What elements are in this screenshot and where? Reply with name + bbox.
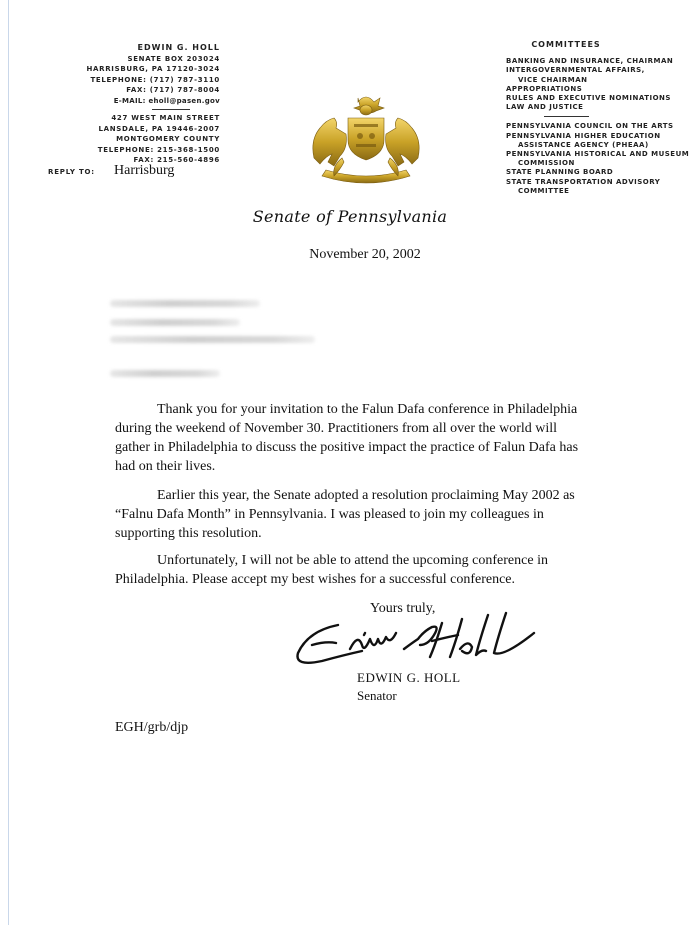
district-line: 427 WEST MAIN STREET [111,114,220,122]
signer-name: EDWIN G. HOLL [357,670,461,685]
letter-date: November 20, 2002 [309,247,421,262]
redacted-address-line [110,370,220,377]
committee-item: LAW AND JUSTICE [506,103,584,112]
committee-item: INTERGOVERNMENTAL AFFAIRS, [506,66,645,75]
redacted-address-line [110,319,240,326]
district-line: TELEPHONE: 215-368-1500 [97,145,220,154]
letter-paragraph [115,551,580,589]
committee-item: STATE TRANSPORTATION ADVISORY [506,177,661,186]
committee-item: COMMITTEE [518,186,570,195]
committee-item: COMMISSION [518,159,575,168]
committee-item: RULES AND EXECUTIVE NOMINATIONS [506,94,671,103]
capitol-line: TELEPHONE: (717) 787-3110 [90,75,220,84]
district-line: FAX: 215-560-4896 [133,156,220,164]
reply-to-value: Harrisburg [114,163,175,178]
page-edge-line [8,0,9,925]
capitol-line: SENATE BOX 203024 [127,54,220,63]
capitol-line: FAX: (717) 787-8004 [126,86,220,94]
committee-group [506,57,696,112]
signer-block [357,669,461,705]
committee-group [506,122,696,196]
district-line: MONTGOMERY COUNTY [116,135,220,143]
sender-email: E-MAIL: eholl@pasen.gov [113,96,220,105]
committee-item: PENNSYLVANIA HIGHER EDUCATION [506,131,661,140]
pennsylvania-coat-of-arms-icon [296,88,436,188]
committee-item: VICE CHAIRMAN [518,75,588,84]
redacted-address-line [110,336,315,343]
committee-item: STATE PLANNING BOARD [506,168,614,177]
reply-to-label: REPLY TO: [48,168,95,176]
typist-initials: EGH/grb/djp [115,720,189,735]
letter-paragraph [115,400,580,476]
committee-item: BANKING AND INSURANCE, CHAIRMAN [506,57,674,66]
letter-paragraph [115,486,580,543]
paragraph-text: Unfortunately, I will not be able to attend the upcoming conference in Philadelphia. Please accept my best wishes for a successful conference. [115,553,548,587]
committee-item: PENNSYLVANIA HISTORICAL AND MUSEUM [506,150,690,159]
capitol-line: HARRISBURG, PA 17120-3024 [86,65,220,73]
paragraph-text: Earlier this year, the Senate adopted a resolution proclaiming May 2002 as “Falnu Dafa Month” in Pennsylvania. I was pleased to join my colleagues in supporting this resolution. [115,488,575,541]
signer-title: Senator [357,688,397,703]
district-line: LANSDALE, PA 19446-2007 [98,124,220,133]
committees-heading: COMMITTEES [531,40,601,49]
handwritten-signature-icon [292,605,542,677]
committee-item: APPROPRIATIONS [506,84,583,93]
divider [152,109,190,110]
sender-address-block [40,43,220,166]
divider [544,116,589,117]
letterhead-title: Senate of Pennsylvania [252,207,448,226]
committee-item: PENNSYLVANIA COUNCIL ON THE ARTS [506,122,674,131]
committee-item: ASSISTANCE AGENCY (PHEAA) [518,140,649,149]
letter-closing: Yours truly, [370,601,436,616]
committees-block [506,40,696,196]
paragraph-text: Thank you for your invitation to the Falun Dafa conference in Philadelphia during the weekend of November 30. Practitioners from all over the world will gather in Philadelphia to discuss the positive impact the practice of Falun Dafa has had on their lives. [115,402,579,474]
redacted-address-line [110,300,260,307]
sender-name: EDWIN G. HOLL [137,43,220,52]
